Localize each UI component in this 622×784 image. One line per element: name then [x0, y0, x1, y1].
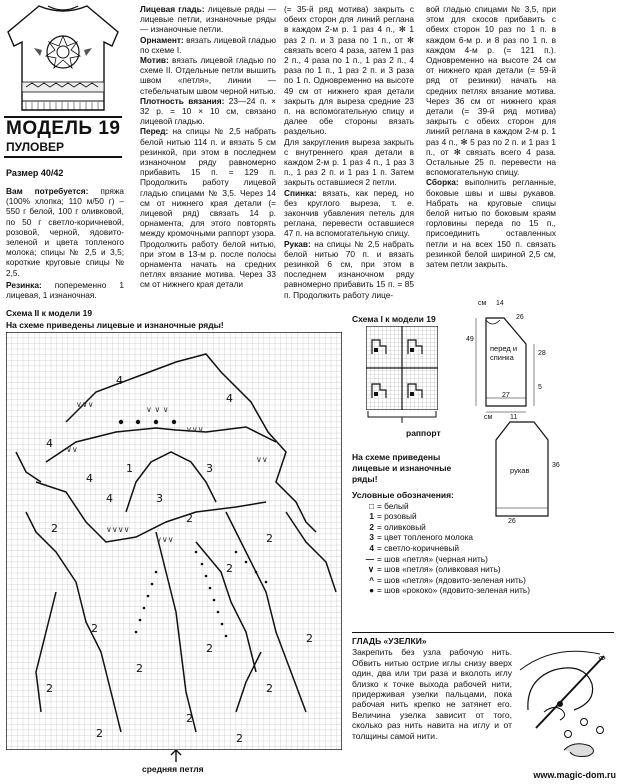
legend-title: Условные обозначения:	[352, 490, 454, 500]
schema1-title: Схема I к модели 19	[352, 314, 436, 324]
svg-text:∨∨: ∨∨	[66, 445, 78, 454]
schema2-note: На схеме приведены лицевые и изнаночные ряды!	[6, 320, 224, 330]
svg-text:∨∨∨: ∨∨∨	[156, 535, 174, 544]
svg-text:2: 2	[306, 632, 313, 645]
legend-symbol: ∨	[367, 564, 374, 575]
legend-symbol: 2	[369, 521, 374, 532]
legend-item	[352, 564, 530, 575]
svg-text:2: 2	[236, 732, 243, 745]
col3-text2: Для закругления выреза закрыть с внутреннего края детали в каждом 2-м р. 1 раз 4 п., 1 раз 3 п., 1 раз 2 п. и 1 раз 1 п. Затем закрыть оставшиеся 2 петли.	[284, 136, 414, 188]
svg-text:1: 1	[126, 462, 133, 475]
legend-symbol: □	[368, 500, 374, 511]
legend-symbol: 1	[369, 511, 374, 522]
legend-text: = светло-коричневый	[377, 542, 459, 553]
svg-text:4: 4	[116, 374, 123, 387]
sleeve-text: на спицы № 2,5 набрать белой нитью 70 п. и вязать резинкой 6 см, при этом в последнем изнаночном ряду равномерно прибавить 15 п. = 85 п. Продолжить работу лице-	[284, 238, 414, 300]
dim-sleeve-36: 36	[552, 462, 560, 469]
svg-text:2: 2	[206, 642, 213, 655]
column-3	[284, 4, 414, 300]
needle-knot-illustration	[514, 640, 618, 762]
motif-text: вязать лицевой гладью по схеме II. Отдельные петли вышить швом «петля», линии — стебельчатым швом черной нитью.	[140, 55, 276, 96]
svg-text:3: 3	[156, 492, 163, 505]
glad-text: Закрепить без узла рабочую нить. Обвить нитью острие иглы снизу вверх один, два или три раза и вколоть иглу близко к точке выхода рабочей нити, придерживая узелки пальцами, пока рабочая нить крепко не затянет его. Величина узелка зависит от того, сколько раз нить навита на иглу и от толщины самой нити.	[352, 647, 512, 741]
sleeve-lead: Рукав:	[284, 238, 311, 249]
dim-front-14: 14	[496, 300, 504, 307]
need-lead: Вам потребуется:	[6, 186, 89, 196]
orn-text: вязать лицевой гладью по схеме I.	[140, 34, 276, 55]
legend-text: = белый	[377, 500, 409, 511]
legend-item	[352, 543, 530, 554]
dim-front-unit: см	[478, 300, 487, 307]
legend-item	[352, 501, 530, 512]
legend-text: = шов «рококо» (ядовито-зеленая нить)	[377, 585, 531, 596]
svg-text:∨∨∨: ∨∨∨	[76, 400, 94, 409]
sleeve-label: рукав	[510, 466, 530, 475]
dim-front-26: 26	[516, 314, 524, 321]
legend-symbol: —	[365, 553, 374, 564]
svg-text:4: 4	[86, 472, 93, 485]
column-1	[6, 186, 124, 300]
pattern-front-back	[466, 310, 566, 420]
svg-text:2: 2	[266, 532, 273, 545]
motif-lead: Мотив:	[140, 55, 169, 66]
dim-front-28: 28	[538, 350, 546, 357]
glad-section	[352, 636, 512, 741]
dim-sleeve-11: 11	[510, 414, 518, 421]
svg-text:2: 2	[266, 682, 273, 695]
legend-item	[352, 575, 530, 586]
svg-text:∨∨: ∨∨	[256, 455, 268, 464]
legend-text: = шов «петля» (черная нить)	[377, 553, 488, 564]
legend	[352, 490, 530, 596]
legend-item	[352, 522, 530, 533]
legend-item	[352, 585, 530, 596]
legend-item	[352, 554, 530, 565]
dim-front-27: 27	[502, 392, 510, 399]
dim-front-5: 5	[538, 384, 542, 391]
legend-symbol: 4	[369, 542, 374, 553]
svg-text:4: 4	[46, 437, 53, 450]
legend-symbol: ●	[368, 585, 374, 596]
need-text: пряжа (100% хлопка; 110 м/50 г) – 550 г белой, 100 г оливковой, по 50 г светло-коричневой, розовой, черной, ядовито-зеленой и цвета топленого молока; спицы № 2,5 и 3,5; короткие круговые спицы № 2,5.	[6, 186, 124, 278]
back-text: вязать, как перед, но без круглого выреза, т. е. закончив убавления петель для реглана, перевести оставшиеся 47 п. на вспомогательную спицу.	[284, 187, 414, 239]
face-lead: Лицевая гладь:	[140, 4, 205, 14]
svg-text:2: 2	[226, 562, 233, 575]
svg-text:2: 2	[186, 512, 193, 525]
legend-symbol: 3	[369, 532, 374, 543]
col3-text1: (= 35-й ряд мотива) закрыть с обеих сторон для линий реглана в каждом 2-м р. 1 раз 4 п., ✻ 1 раз 2 п. и 3 раза по 1 п., от ✻ связать всего 4 раза, затем 1 раз 2 п., 4 раза по 1 п., 1 раз 2 п., 4 раза по 1 п., 1 раз 2 п. и 3 раза по 1 п. Одновременно на высоте 49 см от нижнего края детали закрыть для выреза средние 23 п. на вспомогательную спицу и далее обе стороны вязать раздельно.	[284, 4, 414, 137]
legend-item	[352, 532, 530, 543]
legend-text: = розовый	[377, 511, 417, 522]
col4-text1: вой гладью спицами № 3,5, при этом для скосов прибавить с обеих сторон 10 раз по 1 п. в каждом 6-м р. и 8 раз по 1 п. в каждом 4-м р. (= 121 п.). Одновременно на высоте 24 см от нижнего края детали (= 59-й ряд от резинки) начать на средних петлях вязание мотива. Через 36 см от нижнего края детали (= 39-й ряд мотива) закрыть с обеих сторон для линий реглана в каждом 2-м р. 1 раз 4 п., ✻ 5 раз по 2 п. и 1 раз 1 п., от ✻ связать всего 4 раза. Остальные 25 п. перевести на вспомогательную спицу.	[426, 4, 556, 178]
title-rule-bottom	[4, 156, 122, 158]
svg-text:2: 2	[51, 522, 58, 535]
svg-text:∨ ∨ ∨: ∨ ∨ ∨	[146, 405, 169, 414]
site-watermark: www.magic-dom.ru	[533, 770, 616, 780]
legend-text: = оливковый	[377, 521, 426, 532]
orn-lead: Орнамент:	[140, 34, 184, 45]
face-text: лицевые ряды — лицевые петли, изнаночные ряды — изнаночные петли.	[140, 4, 276, 35]
rapport-label: раппорт	[406, 428, 441, 438]
schema1-chart	[366, 326, 438, 410]
svg-text:2: 2	[96, 727, 103, 740]
svg-text:2: 2	[136, 662, 143, 675]
schema2-title: Схема II к модели 19	[6, 308, 93, 318]
column-2	[140, 4, 276, 290]
dim-sleeve-unit: см	[484, 414, 493, 421]
svg-text:∨∨∨∨: ∨∨∨∨	[106, 525, 130, 534]
size-line: Размер 40/42	[6, 168, 64, 178]
front-lead: Перед:	[140, 126, 169, 137]
legend-symbol: ^	[369, 574, 374, 585]
schema1-note: На схеме приведены лицевые и изнаночные ряды!	[352, 452, 452, 484]
svg-text:2: 2	[91, 622, 98, 635]
schema2-chart	[6, 332, 342, 750]
sweater-illustration	[4, 2, 122, 114]
asm-lead: Сборка:	[426, 177, 459, 188]
dens-text: 23—24 п. × 32 р. = 10 × 10 см, связано лицевой гладью.	[140, 95, 276, 127]
rib-text: попеременно 1 лицевая, 1 изнаночная.	[6, 279, 124, 301]
svg-text:∨∨∨: ∨∨∨	[186, 425, 204, 434]
legend-text: = цвет топленого молока	[377, 532, 474, 543]
svg-text:4: 4	[106, 492, 113, 505]
column-4	[426, 4, 556, 269]
svg-text:2: 2	[46, 682, 53, 695]
dim-sleeve-26: 26	[508, 518, 516, 525]
glad-rule	[352, 632, 614, 633]
glad-title: ГЛАДЬ «УЗЕЛКИ»	[352, 636, 427, 646]
legend-text: = шов «петля» (оливковая нить)	[377, 564, 501, 575]
svg-text:4: 4	[226, 392, 233, 405]
legend-item	[352, 511, 530, 522]
model-title: МОДЕЛЬ 19	[6, 118, 121, 139]
model-subtitle: ПУЛОВЕР	[6, 140, 65, 154]
center-stitch-label: средняя петля	[142, 764, 204, 774]
front-back-label: перед и спинка	[490, 344, 518, 362]
back-lead: Спинка:	[284, 187, 317, 198]
legend-text: = шов «петля» (ядовито-зеленая нить)	[377, 574, 526, 585]
dim-front-49: 49	[466, 336, 474, 343]
center-marker-icon	[170, 750, 182, 762]
front-text: на спицы № 2,5 набрать белой нитью 114 п. и вязать 5 см резинкой, при этом в последнем изнаночном ряду равномерно прибавить 15 п. = 129 п. Продолжить работу лицевой гладью спицами № 3,5. Через 14 см от нижнего края детали (= лицевой ряд) связать 14 р. орнамента, для этого повторять между кромочными раппорт узора. Продолжить работу белой нитью, при этом в 13-м р. после полосы орнамента начать на средних петлях вязание мотива. Через 33 см от нижнего края детали	[140, 126, 276, 290]
rib-lead: Резинка:	[6, 279, 42, 290]
dens-lead: Плотность вязания:	[140, 95, 225, 106]
svg-text:3: 3	[206, 462, 213, 475]
svg-text:2: 2	[186, 712, 193, 725]
asm-text: выполнить регланные, боковые швы и швы рукавов. Набрать на круговые спицы белой нитью по боковым краям горловины переда по 15 п., присоединить оставленных петли и на всех 150 п. связать резинкой белой шириной 2,5 см, затем петли закрыть.	[426, 177, 557, 270]
rapport-bracket	[366, 411, 438, 423]
